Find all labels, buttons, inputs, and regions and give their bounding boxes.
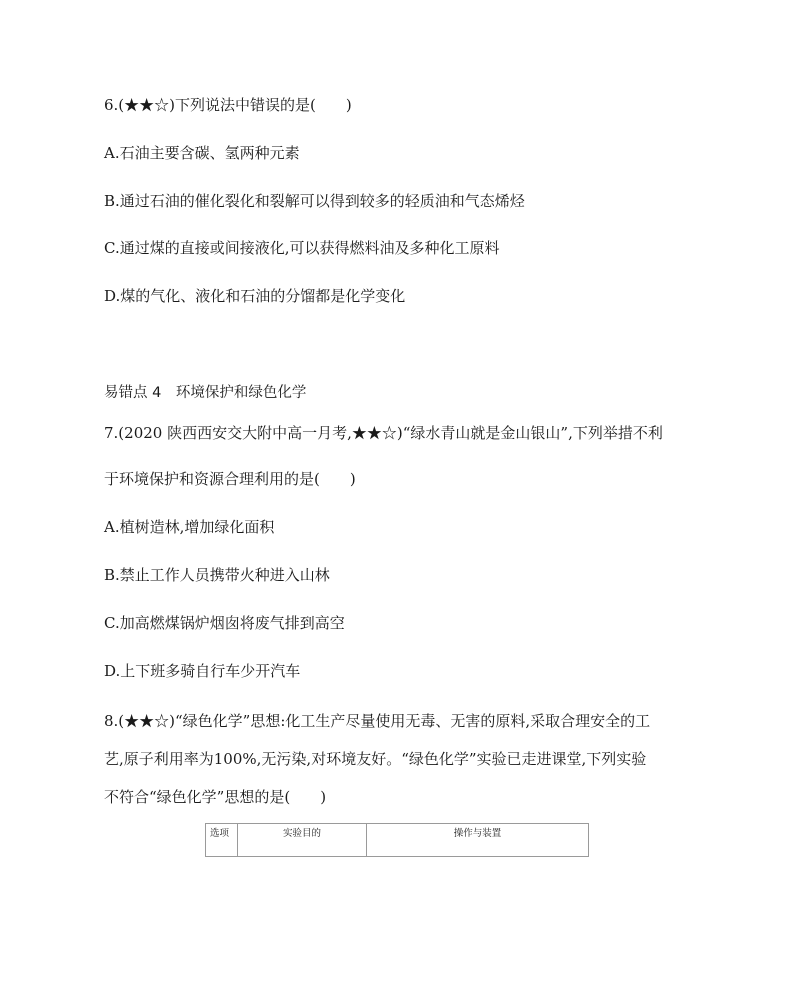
q6-option-c: C.通过煤的直接或间接液化,可以获得燃料油及多种化工原料: [104, 239, 500, 257]
table-header-row: [206, 824, 589, 857]
q8-stem-line-1: 8.(★★☆)“绿色化学”思想:化工生产尽量使用无毒、无害的原料,采取合理安全的工: [104, 712, 651, 730]
table-header-purpose: 实验目的: [238, 824, 367, 857]
q7-option-d: D.上下班多骑自行车少开汽车: [104, 662, 301, 680]
q7-option-a: A.植树造林,增加绿化面积: [104, 518, 275, 536]
q8-options-table: [205, 823, 589, 857]
table-header-operation: 操作与装置: [367, 824, 589, 857]
q7-option-b: B.禁止工作人员携带火种进入山林: [104, 566, 330, 584]
q6-stem: 6.(★★☆)下列说法中错误的是( ): [104, 96, 352, 114]
q8-stem-line-3: 不符合“绿色化学”思想的是( ): [104, 788, 327, 806]
q8-stem-line-2: 艺,原子利用率为100%,无污染,对环境友好。“绿色化学”实验已走进课堂,下列实验: [104, 750, 647, 768]
q7-stem-line-1: 7.(2020 陕西西安交大附中高一月考,★★☆)“绿水青山就是金山银山”,下列举措不利: [104, 424, 663, 442]
q6-option-d: D.煤的气化、液化和石油的分馏都是化学变化: [104, 287, 406, 305]
q7-stem-line-2: 于环境保护和资源合理利用的是( ): [104, 470, 356, 488]
section-heading: 易错点 4 环境保护和绿色化学: [104, 385, 307, 401]
q6-option-a: A.石油主要含碳、氢两种元素: [104, 144, 300, 162]
q6-option-b: B.通过石油的催化裂化和裂解可以得到较多的轻质油和气态烯烃: [104, 192, 525, 210]
q7-option-c: C.加高燃煤锅炉烟囱将废气排到高空: [104, 614, 345, 632]
table-header-option: 选项: [206, 824, 238, 857]
